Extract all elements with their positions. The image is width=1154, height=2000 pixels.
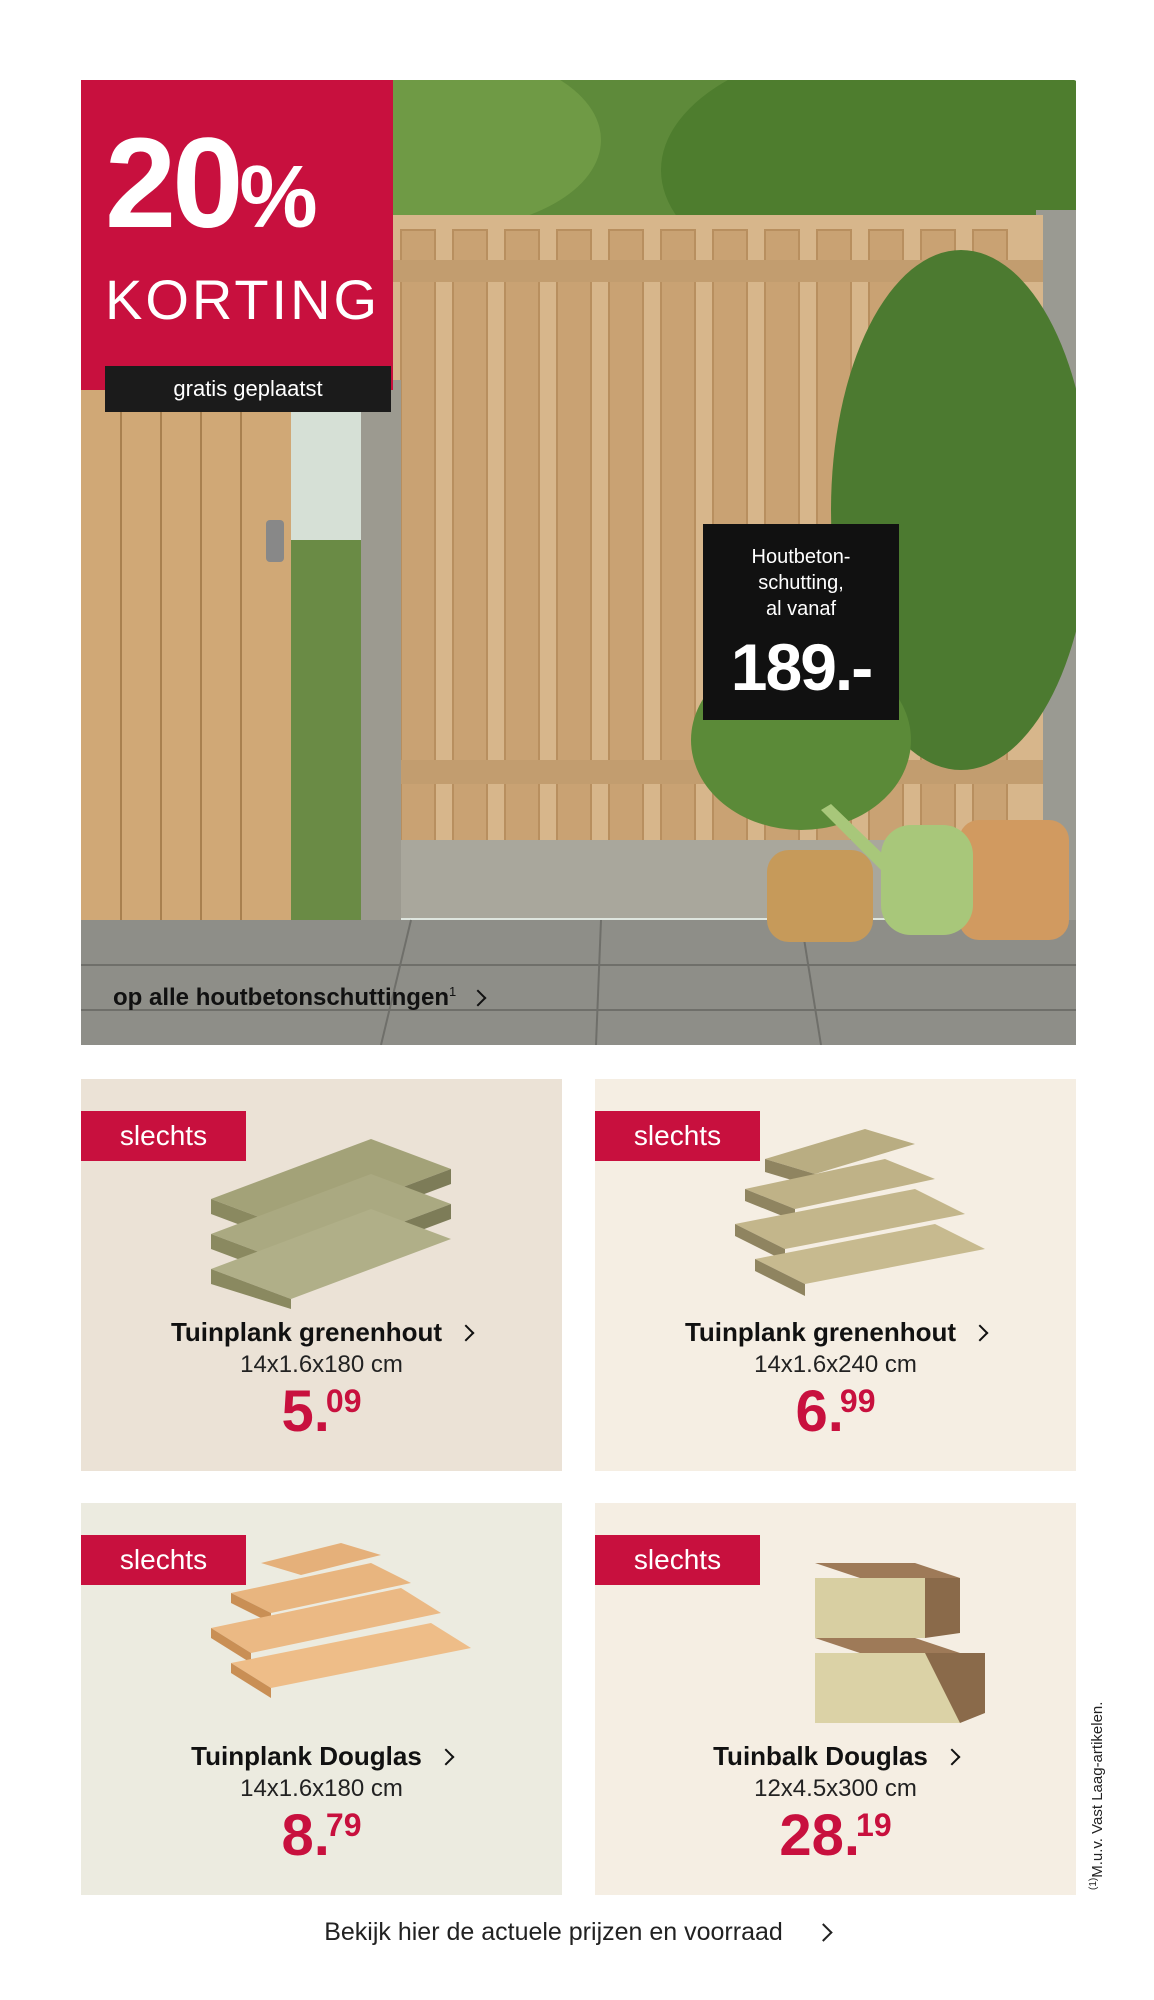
product-size: 12x4.5x300 cm [754,1775,917,1802]
product-price: 8.79 [281,1803,362,1868]
product-size: 14x1.6x180 cm [240,1351,403,1378]
footnote-text: M.u.v. Vast Laag-artikelen. [1089,1701,1106,1878]
product-name: Tuinplank grenenhout [684,1317,957,1347]
prices-stock-link[interactable] [0,1918,1154,1947]
beam-image [685,1543,985,1733]
chevron-right-icon [458,1324,475,1341]
plank-image [171,1543,471,1733]
chevron-right-icon [470,990,487,1007]
product-size: 14x1.6x240 cm [754,1351,917,1378]
product-name: Tuinplank Douglas [191,1741,422,1771]
promo-subtitle: gratis geplaatst [105,366,391,412]
product-card[interactable] [81,1503,562,1895]
plank-image [685,1119,985,1309]
hero-link-footnote: 1 [448,984,457,999]
product-price: 5.09 [281,1379,362,1444]
price-tag-price: 189.- [730,630,872,704]
product-size: 14x1.6x180 cm [240,1775,403,1802]
product-price: 6.99 [795,1379,876,1444]
footnote [1088,1702,1106,1890]
promo-badge [81,80,393,390]
product-name: Tuinbalk Douglas [713,1741,928,1771]
chevron-right-icon [814,1923,832,1941]
price-tag-line1: Houtbeton- [751,546,851,568]
slechts-badge: slechts [81,1535,246,1585]
plank-image [171,1119,471,1309]
price-tag [703,524,899,720]
slechts-badge: slechts [81,1111,246,1161]
promo-percent: 20% [105,112,318,255]
hero-banner[interactable] [81,80,1076,1045]
product-card[interactable] [595,1079,1076,1471]
slechts-badge: slechts [595,1535,760,1585]
chevron-right-icon [972,1324,989,1341]
percent-symbol: % [239,147,318,246]
hero-link[interactable] [113,984,484,1012]
slechts-badge: slechts [595,1111,760,1161]
product-card[interactable] [81,1079,562,1471]
product-price: 28.19 [779,1803,892,1868]
chevron-right-icon [437,1748,454,1765]
price-tag-line3: al vanaf [765,598,837,620]
hero-link-text: op alle houtbetonschuttingen [113,984,449,1011]
footnote-marker: (1) [1088,1877,1099,1890]
product-name: Tuinplank grenenhout [170,1317,443,1347]
product-card[interactable] [595,1503,1076,1895]
price-tag-line2: schutting, [758,572,844,594]
promo-word: KORTING [105,268,381,331]
prices-stock-link-text: Bekijk hier de actuele prijzen en voorraad [324,1918,783,1946]
chevron-right-icon [943,1748,960,1765]
